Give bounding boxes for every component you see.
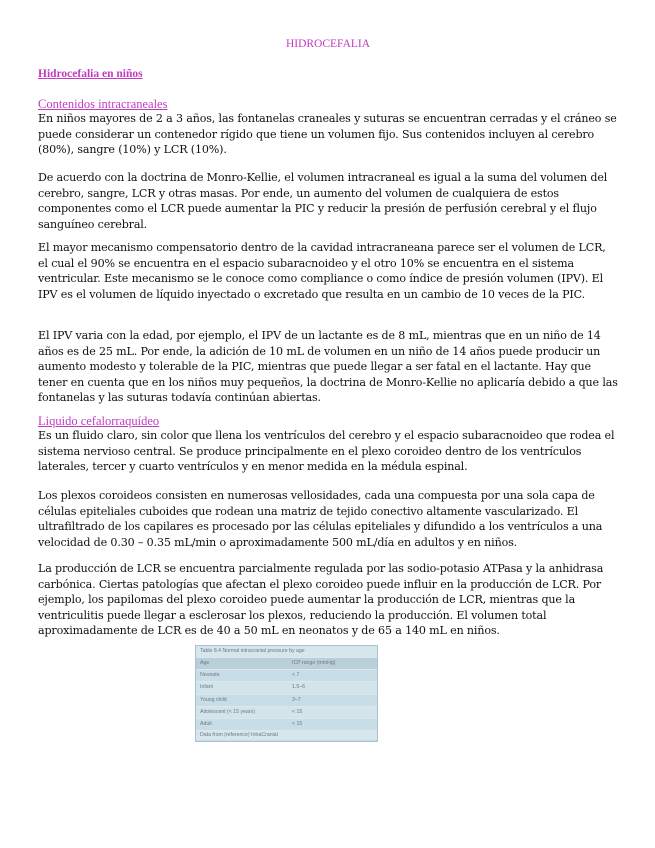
table-row xyxy=(196,669,377,681)
table-note: Data from (reference) IntraCranial xyxy=(196,730,377,740)
table-cell: Neonate xyxy=(200,672,220,679)
paragraph-block xyxy=(38,328,618,406)
table-row xyxy=(196,681,377,693)
table-cell: < 15 xyxy=(292,720,303,727)
table-header-icp: ICP range (mmHg) xyxy=(292,660,336,666)
table-row xyxy=(196,706,377,718)
table-cell: < 7 xyxy=(292,672,300,679)
table-cell: Adolescent (< 15 years) xyxy=(200,708,255,715)
paragraph: Es un fluido claro, sin color que llena los ventrículos del cerebro y el espacio subaracnoideo que rodea el sistema nervioso central. Se produce principalmente en el plexo coroideo dentro de los ventrículos laterales, tercer y cuarto ventrículos y en menor medida en la médula espinal. xyxy=(38,429,615,474)
section-intracranial xyxy=(38,97,618,158)
section-heading: Hidrocefalia en niños xyxy=(38,68,143,80)
table-header-age: Age xyxy=(200,660,210,666)
paragraph-block xyxy=(38,561,618,639)
icp-table-image xyxy=(195,645,378,742)
table-row xyxy=(196,694,377,706)
table-cell: Infant xyxy=(200,684,213,691)
paragraph-block xyxy=(38,240,618,302)
paragraph-block xyxy=(38,170,618,232)
table-cell: 3–7 xyxy=(292,696,301,703)
table-cell: Adult xyxy=(200,720,212,727)
table-cell: < 15 xyxy=(292,708,303,715)
paragraph: En niños mayores de 2 a 3 años, las fontanelas craneales y suturas se encuentran cerradas y el cráneo se puede considerar un contenedor rígido que tiene un volumen fijo. Sus contenidos incluyen al cerebro (80%), sangre (10%) y LCR (10%). xyxy=(38,112,617,157)
subheading-liquido: Liquido cefalorraquídeo xyxy=(38,414,160,428)
table-header-row xyxy=(196,657,377,669)
paragraph: El IPV varia con la edad, por ejemplo, el IPV de un lactante es de 8 mL, mientras que en un niño de 14 años es de 25 mL. Por ende, la adición de 10 mL de volumen en un niño de 14 años puede producir un aumento modesto y tolerable de la PIC, mientras que puede llegar a ser fatal en el lactante. Hay que tener en cuenta que en los niños muy pequeños, la doctrina de Monro-Kellie no aplicaría debido a que las fontanelas y las suturas todavía continúan abiertas. xyxy=(38,329,618,405)
table-cell: 1.5–6 xyxy=(292,684,305,691)
subheading-contenidos: Contenidos intracraneales xyxy=(38,97,168,111)
table-caption: Table 8.4 Normal intracranial pressure by age xyxy=(196,646,377,657)
table-cell: Young child xyxy=(200,696,227,703)
paragraph: Los plexos coroideos consisten en numerosas vellosidades, cada una compuesta por una sola capa de células epiteliales cuboides que rodean una matriz de tejido conectivo altamente vascularizado. El ultrafiltrado de los capilares es procesado por las células epiteliales y difundido a los ventrículos a una velocidad de 0.30 – 0.35 mL/min o aproximadamente 500 mL/día en adultos y en niños. xyxy=(38,489,603,549)
paragraph: De acuerdo con la doctrina de Monro-Kellie, el volumen intracraneal es igual a la suma del volumen del cerebro, sangre, LCR y otras masas. Por ende, un aumento del volumen de cualquiera de estos componentes como el LCR puede aumentar la PIC y reducir la presión de perfusión cerebral y el flujo sanguíneo cerebral. xyxy=(38,171,608,231)
table-row xyxy=(196,718,377,730)
document-title: HIDROCEFALIA xyxy=(285,38,371,50)
paragraph: El mayor mecanismo compensatorio dentro de la cavidad intracraneana parece ser el volumen de LCR, el cual el 90% se encuentra en el espacio subaracnoideo y el otro 10% se encuentra en el sistema ventricular. Este mecanismo se le conoce como compliance o como índice de presión volumen (IPV). El IPV es el volumen de líquido inyectado o excretado que resulta en un cambio de 10 veces de la PIC. xyxy=(38,241,606,301)
section-lcr xyxy=(38,414,618,475)
paragraph: La producción de LCR se encuentra parcialmente regulada por las sodio-potasio ATPasa y la anhidrasa carbónica. Ciertas patologías que afectan el plexo coroideo puede influir en la producción de LCR. Por ejemplo, los papilomas del plexo coroideo puede aumentar la producción de LCR, mientras que la ventriculitis puede llegar a esclerosar los plexos, reduciendo la producción. El volumen total aproximadamente de LCR es de 40 a 50 mL en neonatos y de 65 a 140 mL en niños. xyxy=(38,562,604,638)
paragraph-block xyxy=(38,488,618,550)
